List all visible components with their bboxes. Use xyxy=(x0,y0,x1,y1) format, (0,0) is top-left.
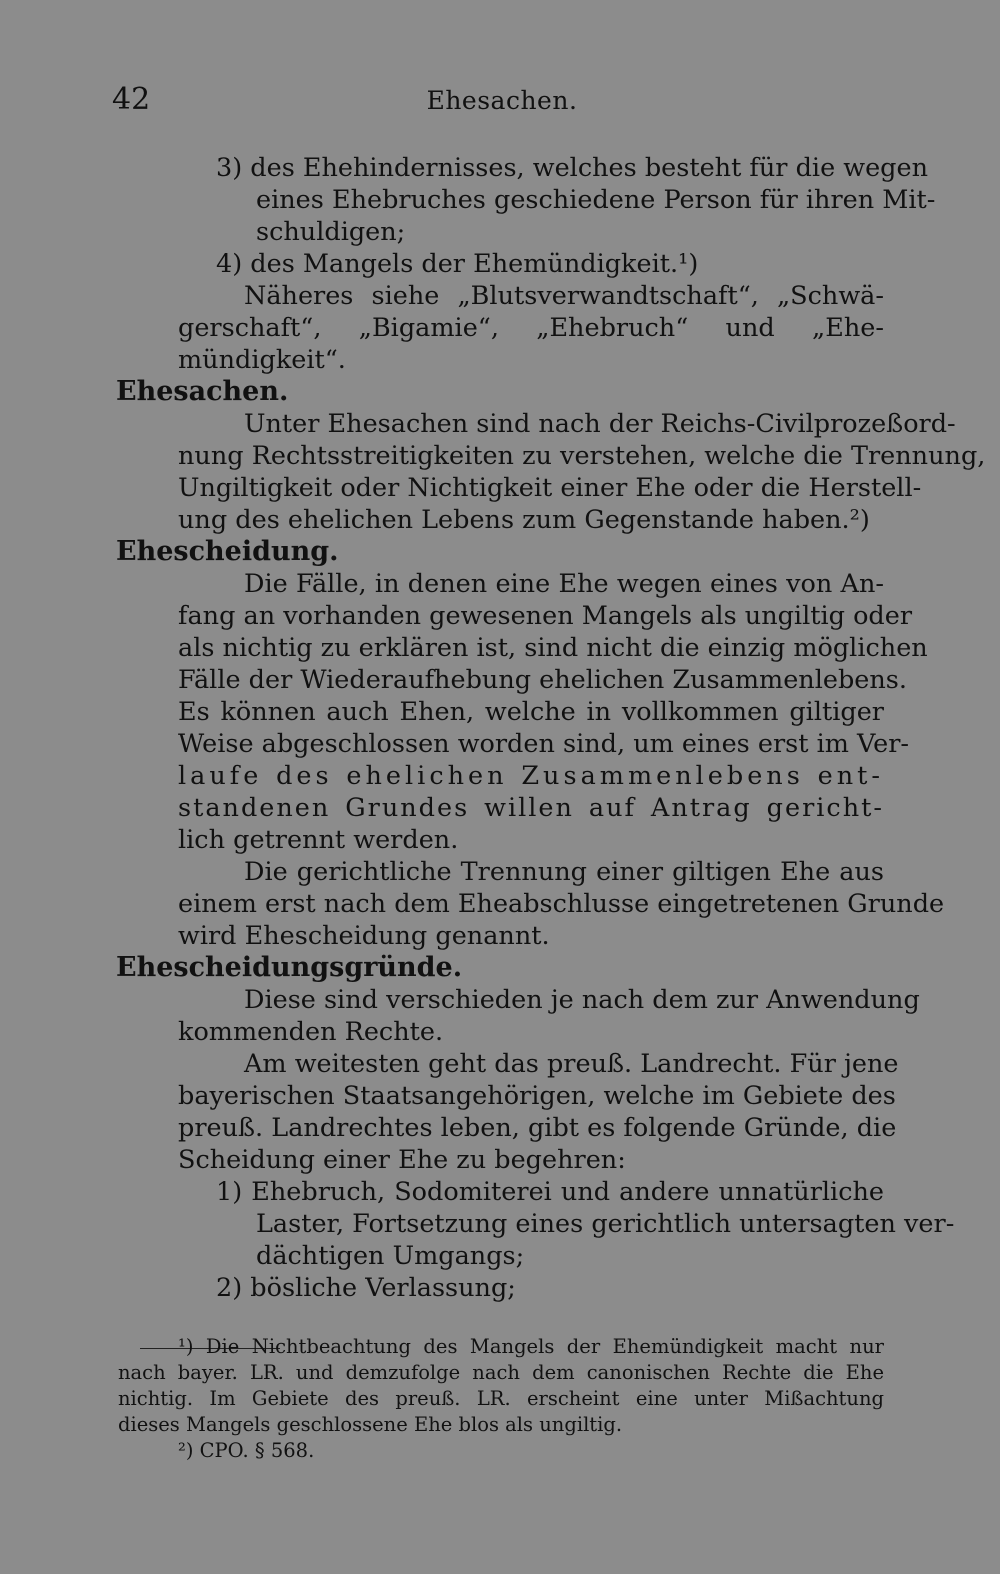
footnote-line: ¹) Die Nichtbeachtung des Mangels der Ehemündigkeit macht nur xyxy=(178,1335,884,1358)
text-line: nung Rechtsstreitigkeiten zu verstehen, welche die Trennung, xyxy=(178,441,986,471)
text-line: gerschaft“, „Bigamie“, „Ehebruch“ und „Ehe- xyxy=(178,313,884,343)
text-line: Fälle der Wiederaufhebung ehelichen Zusammenlebens. xyxy=(178,665,907,695)
text-line: Weise abgeschlossen worden sind, um eines erst im Ver- xyxy=(178,729,909,759)
text-line: schuldigen; xyxy=(256,217,406,247)
text-line: einem erst nach dem Eheabschlusse eingetretenen Grunde xyxy=(178,889,945,919)
text-line: wird Ehescheidung genannt. xyxy=(178,921,550,951)
text-line: mündigkeit“. xyxy=(178,345,346,375)
text-line: Am weitesten geht das preuß. Landrecht. Für jene xyxy=(244,1049,899,1079)
text-line: 1) Ehebruch, Sodomiterei und andere unnatürliche xyxy=(216,1177,884,1207)
text-line: Es können auch Ehen, welche in vollkommen giltiger xyxy=(178,697,884,727)
footnote-line: nichtig. Im Gebiete des preuß. LR. erscheint eine unter Mißachtung xyxy=(118,1387,884,1410)
text-line: Die Fälle, in denen eine Ehe wegen eines von An- xyxy=(244,569,884,599)
footnote-line: ²) CPO. § 568. xyxy=(178,1439,315,1462)
text-line: bayerischen Staatsangehörigen, welche im Gebiete des xyxy=(178,1081,896,1111)
text-line: Laster, Fortsetzung eines gerichtlich untersagten ver- xyxy=(256,1209,955,1239)
text-line: als nichtig zu erklären ist, sind nicht die einzig möglichen xyxy=(178,633,928,663)
text-line: lich getrennt werden. xyxy=(178,825,459,855)
text-line: eines Ehebruches geschiedene Person für ihren Mit- xyxy=(256,185,936,215)
text-line: Scheidung einer Ehe zu begehren: xyxy=(178,1145,626,1175)
text-line: kommenden Rechte. xyxy=(178,1017,444,1047)
footnote-line: nach bayer. LR. und demzufolge nach dem canonischen Rechte die Ehe xyxy=(118,1361,884,1384)
text-line: dächtigen Umgangs; xyxy=(256,1241,525,1271)
text-line: ung des ehelichen Lebens zum Gegenstande haben.²) xyxy=(178,505,870,535)
text-line: 2) bösliche Verlassung; xyxy=(216,1273,516,1303)
text-line: Unter Ehesachen sind nach der Reichs-Civilprozeßord- xyxy=(244,409,956,439)
page-header xyxy=(112,82,892,122)
section-heading: Ehescheidung. xyxy=(116,536,339,567)
text-line: fang an vorhanden gewesenen Mangels als ungiltig oder xyxy=(178,601,913,631)
text-line: standenen Grundes willen auf Antrag gericht- xyxy=(178,793,884,823)
text-line: 3) des Ehehindernisses, welches besteht für die wegen xyxy=(216,153,929,183)
section-heading: Ehescheidungsgründe. xyxy=(116,952,463,983)
text-line: laufe des ehelichen Zusammenlebens ent- xyxy=(178,761,884,791)
section-heading: Ehesachen. xyxy=(116,376,289,407)
running-title: Ehesachen. xyxy=(426,86,578,115)
text-line: Diese sind verschieden je nach dem zur Anwendung xyxy=(244,985,920,1015)
page-number: 42 xyxy=(112,82,151,117)
text-line: Ungiltigkeit oder Nichtigkeit einer Ehe oder die Herstell- xyxy=(178,473,922,503)
text-line: Die gerichtliche Trennung einer giltigen Ehe aus xyxy=(244,857,884,887)
text-line: preuß. Landrechtes leben, gibt es folgende Gründe, die xyxy=(178,1113,897,1143)
text-line: 4) des Mangels der Ehemündigkeit.¹) xyxy=(216,249,699,279)
footnote-line: dieses Mangels geschlossene Ehe blos als ungiltig. xyxy=(118,1413,623,1436)
text-line: Näheres siehe „Blutsverwandtschaft“, „Schwä- xyxy=(244,281,884,311)
